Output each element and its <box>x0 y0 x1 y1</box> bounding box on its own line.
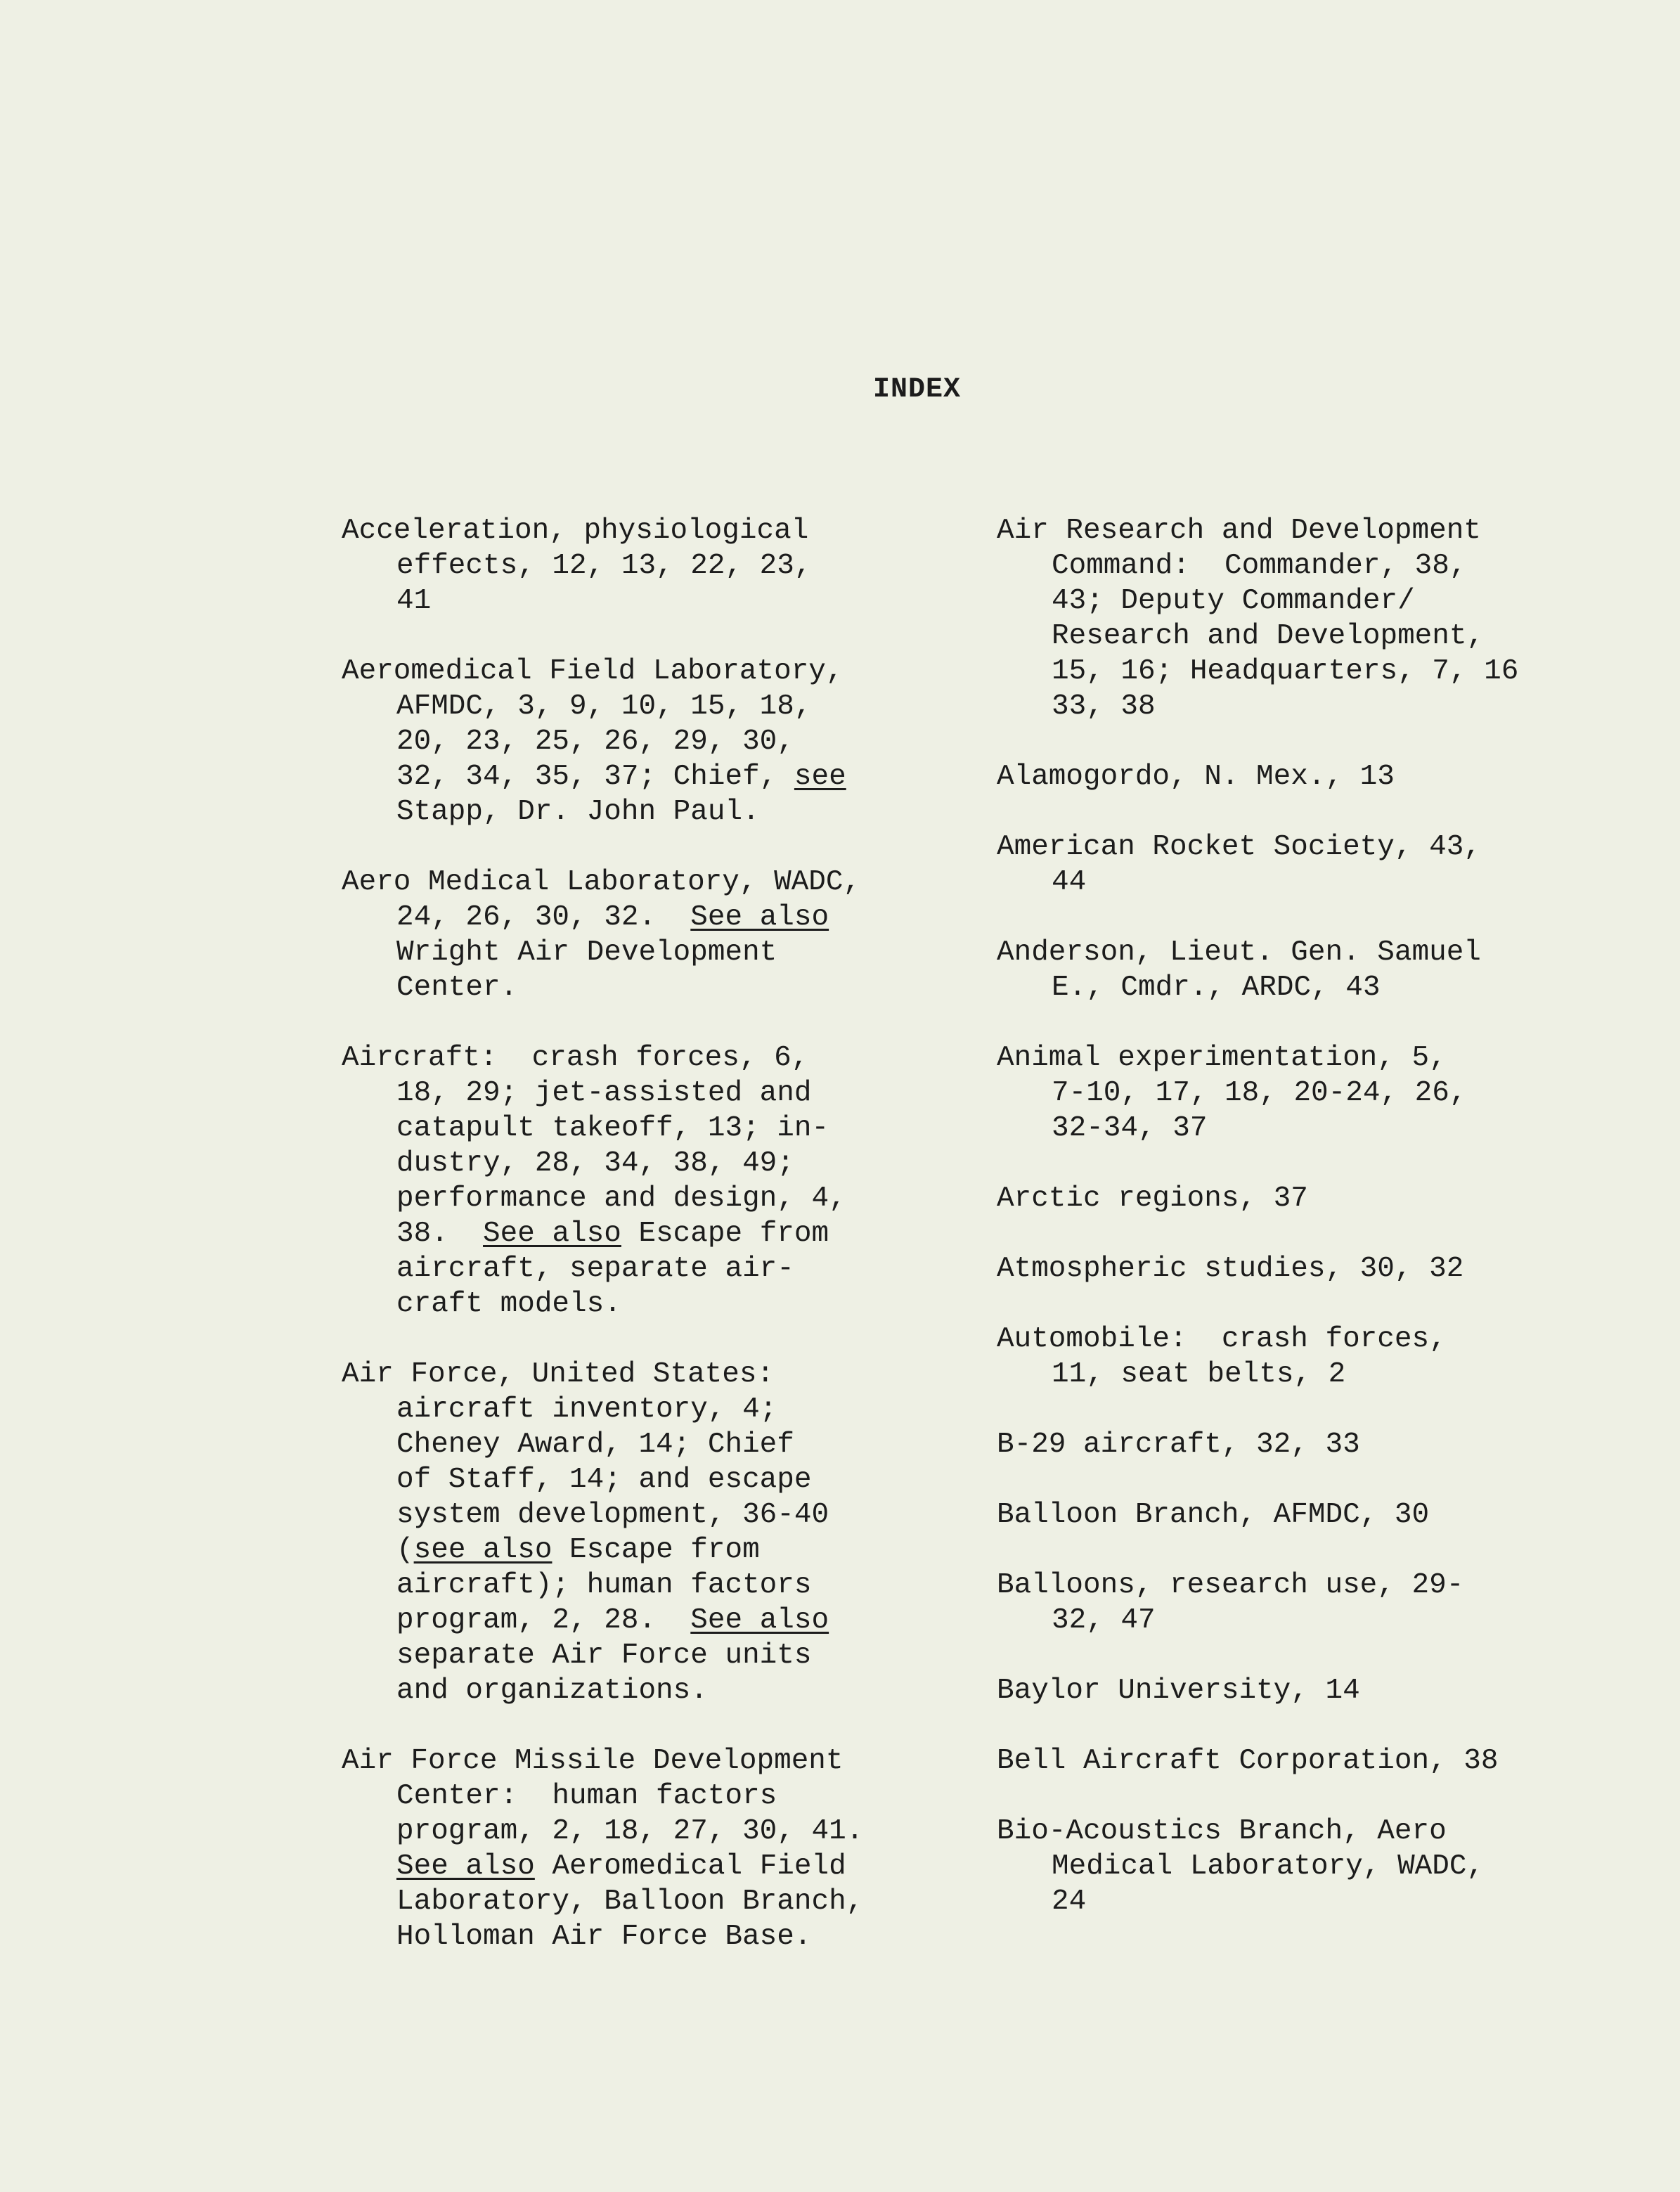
index-entry-line: 44 <box>1052 866 1087 898</box>
index-entry-line: separate Air Force units <box>396 1639 812 1672</box>
index-entry-heading: Bio-Acoustics Branch, Aero <box>997 1815 1447 1848</box>
index-entry-line: AFMDC, 3, 9, 10, 15, 18, <box>396 690 812 723</box>
index-entry-line: aircraft inventory, 4; <box>396 1393 777 1426</box>
index-entry-heading: B-29 aircraft, 32, 33 <box>997 1429 1360 1461</box>
index-entry <box>342 1357 918 1708</box>
index-entry-heading: Bell Aircraft Corporation, 38 <box>997 1745 1499 1777</box>
index-entry-heading: Atmospheric studies, 30, 32 <box>997 1253 1464 1285</box>
index-entry-line: 32, 47 <box>1052 1604 1156 1637</box>
index-entry <box>342 1040 918 1322</box>
index-entry-line: dustry, 28, 34, 38, 49; <box>396 1147 794 1180</box>
index-entry <box>997 1497 1545 1533</box>
index-entry <box>997 1427 1545 1462</box>
index-entry-line: effects, 12, 13, 22, 23, <box>396 550 812 582</box>
index-entry-line: catapult takeoff, 13; in- <box>396 1112 829 1145</box>
index-entry <box>997 1322 1545 1392</box>
index-entry-line: E., Cmdr., ARDC, 43 <box>1052 972 1381 1004</box>
index-entry-line: Center: human factors <box>396 1780 777 1812</box>
index-entry-heading: Air Force Missile Development <box>342 1745 844 1777</box>
index-entry <box>997 759 1545 794</box>
index-entry-heading: Air Research and Development <box>997 515 1481 547</box>
index-entry-line: (see also Escape from <box>396 1534 760 1566</box>
index-entry-line: system development, 36-40 <box>396 1499 829 1531</box>
index-entry-heading: Air Force, United States: <box>342 1358 775 1391</box>
index-entry <box>342 513 918 619</box>
index-entry-line: 20, 23, 25, 26, 29, 30, <box>396 726 794 758</box>
index-entry-heading: Alamogordo, N. Mex., 13 <box>997 761 1395 793</box>
index-entry <box>997 1568 1545 1638</box>
index-entry-heading: Automobile: crash forces, <box>997 1323 1447 1355</box>
index-entry-line: and organizations. <box>396 1675 708 1707</box>
index-entry-line: 24, 26, 30, 32. See also <box>396 901 829 934</box>
index-entry-line: aircraft, separate air- <box>396 1253 794 1285</box>
page-title: INDEX <box>873 374 962 406</box>
index-entry-line: 32-34, 37 <box>1052 1112 1208 1145</box>
index-entry-line: 7-10, 17, 18, 20-24, 26, <box>1052 1077 1467 1109</box>
index-entry-line: 32, 34, 35, 37; Chief, see <box>396 761 846 793</box>
index-entry-line: 18, 29; jet-assisted and <box>396 1077 812 1109</box>
index-entry-line: Center. <box>396 972 518 1004</box>
index-entry-line: 38. See also Escape from <box>396 1218 829 1250</box>
cross-reference: See also <box>483 1218 621 1250</box>
index-entry-heading: Anderson, Lieut. Gen. Samuel <box>997 936 1481 969</box>
index-entry-line: program, 2, 18, 27, 30, 41. <box>396 1815 864 1848</box>
index-entry <box>997 1181 1545 1216</box>
index-entry-line: 11, seat belts, 2 <box>1052 1358 1346 1391</box>
index-entry-line: Laboratory, Balloon Branch, <box>396 1885 864 1918</box>
index-entry-line: Cheney Award, 14; Chief <box>396 1429 794 1461</box>
index-entry-heading: Aeromedical Field Laboratory, <box>342 655 844 688</box>
index-entry-line: craft models. <box>396 1288 621 1320</box>
index-entry <box>997 1743 1545 1779</box>
index-entry <box>997 1040 1545 1146</box>
cross-reference: See also <box>396 1850 535 1883</box>
index-entry-line: See also Aeromedical Field <box>396 1850 846 1883</box>
index-entry-heading: Balloons, research use, 29- <box>997 1569 1464 1601</box>
index-entry <box>997 935 1545 1005</box>
index-entry <box>997 1814 1545 1919</box>
index-entry-heading: Arctic regions, 37 <box>997 1182 1308 1215</box>
index-entry-line: Command: Commander, 38, <box>1052 550 1467 582</box>
index-entry-heading: Acceleration, physiological <box>342 515 809 547</box>
cross-reference: see also <box>413 1534 553 1566</box>
index-entry-heading: Baylor University, 14 <box>997 1675 1360 1707</box>
index-column-right <box>997 513 1545 1954</box>
index-entry <box>342 865 918 1005</box>
index-entry <box>997 513 1545 724</box>
index-entry-heading: Animal experimentation, 5, <box>997 1042 1447 1074</box>
index-entry-line: Stapp, Dr. John Paul. <box>396 796 760 828</box>
index-entry-line: Holloman Air Force Base. <box>396 1921 812 1953</box>
index-entry-line: Medical Laboratory, WADC, <box>1052 1850 1485 1883</box>
index-entry-line: aircraft); human factors <box>396 1569 812 1601</box>
index-entry-heading: Aero Medical Laboratory, WADC, <box>342 866 861 898</box>
index-entry-line: program, 2, 28. See also <box>396 1604 829 1637</box>
index-entry <box>342 654 918 830</box>
index-entry <box>342 1743 918 1954</box>
index-entry-heading: American Rocket Society, 43, <box>997 831 1481 863</box>
cross-reference: See also <box>690 1604 829 1637</box>
index-entry <box>997 830 1545 900</box>
index-entry-line: Research and Development, <box>1052 620 1485 652</box>
index-entry-line: 41 <box>396 585 432 617</box>
index-entry-line: 43; Deputy Commander/ <box>1052 585 1415 617</box>
index-entry-heading: Aircraft: crash forces, 6, <box>342 1042 809 1074</box>
index-entry-line: 33, 38 <box>1052 690 1156 723</box>
index-column-left <box>342 513 918 1990</box>
index-entry-line: Wright Air Development <box>396 936 777 969</box>
index-entry-line: of Staff, 14; and escape <box>396 1464 812 1496</box>
index-entry-line: 24 <box>1052 1885 1087 1918</box>
index-entry <box>997 1251 1545 1287</box>
index-entry-heading: Balloon Branch, AFMDC, 30 <box>997 1499 1430 1531</box>
cross-reference: see <box>794 761 846 793</box>
index-entry-line: 15, 16; Headquarters, 7, 16 <box>1052 655 1519 688</box>
index-entry-line: performance and design, 4, <box>396 1182 846 1215</box>
cross-reference: See also <box>690 901 829 934</box>
index-entry <box>997 1673 1545 1708</box>
